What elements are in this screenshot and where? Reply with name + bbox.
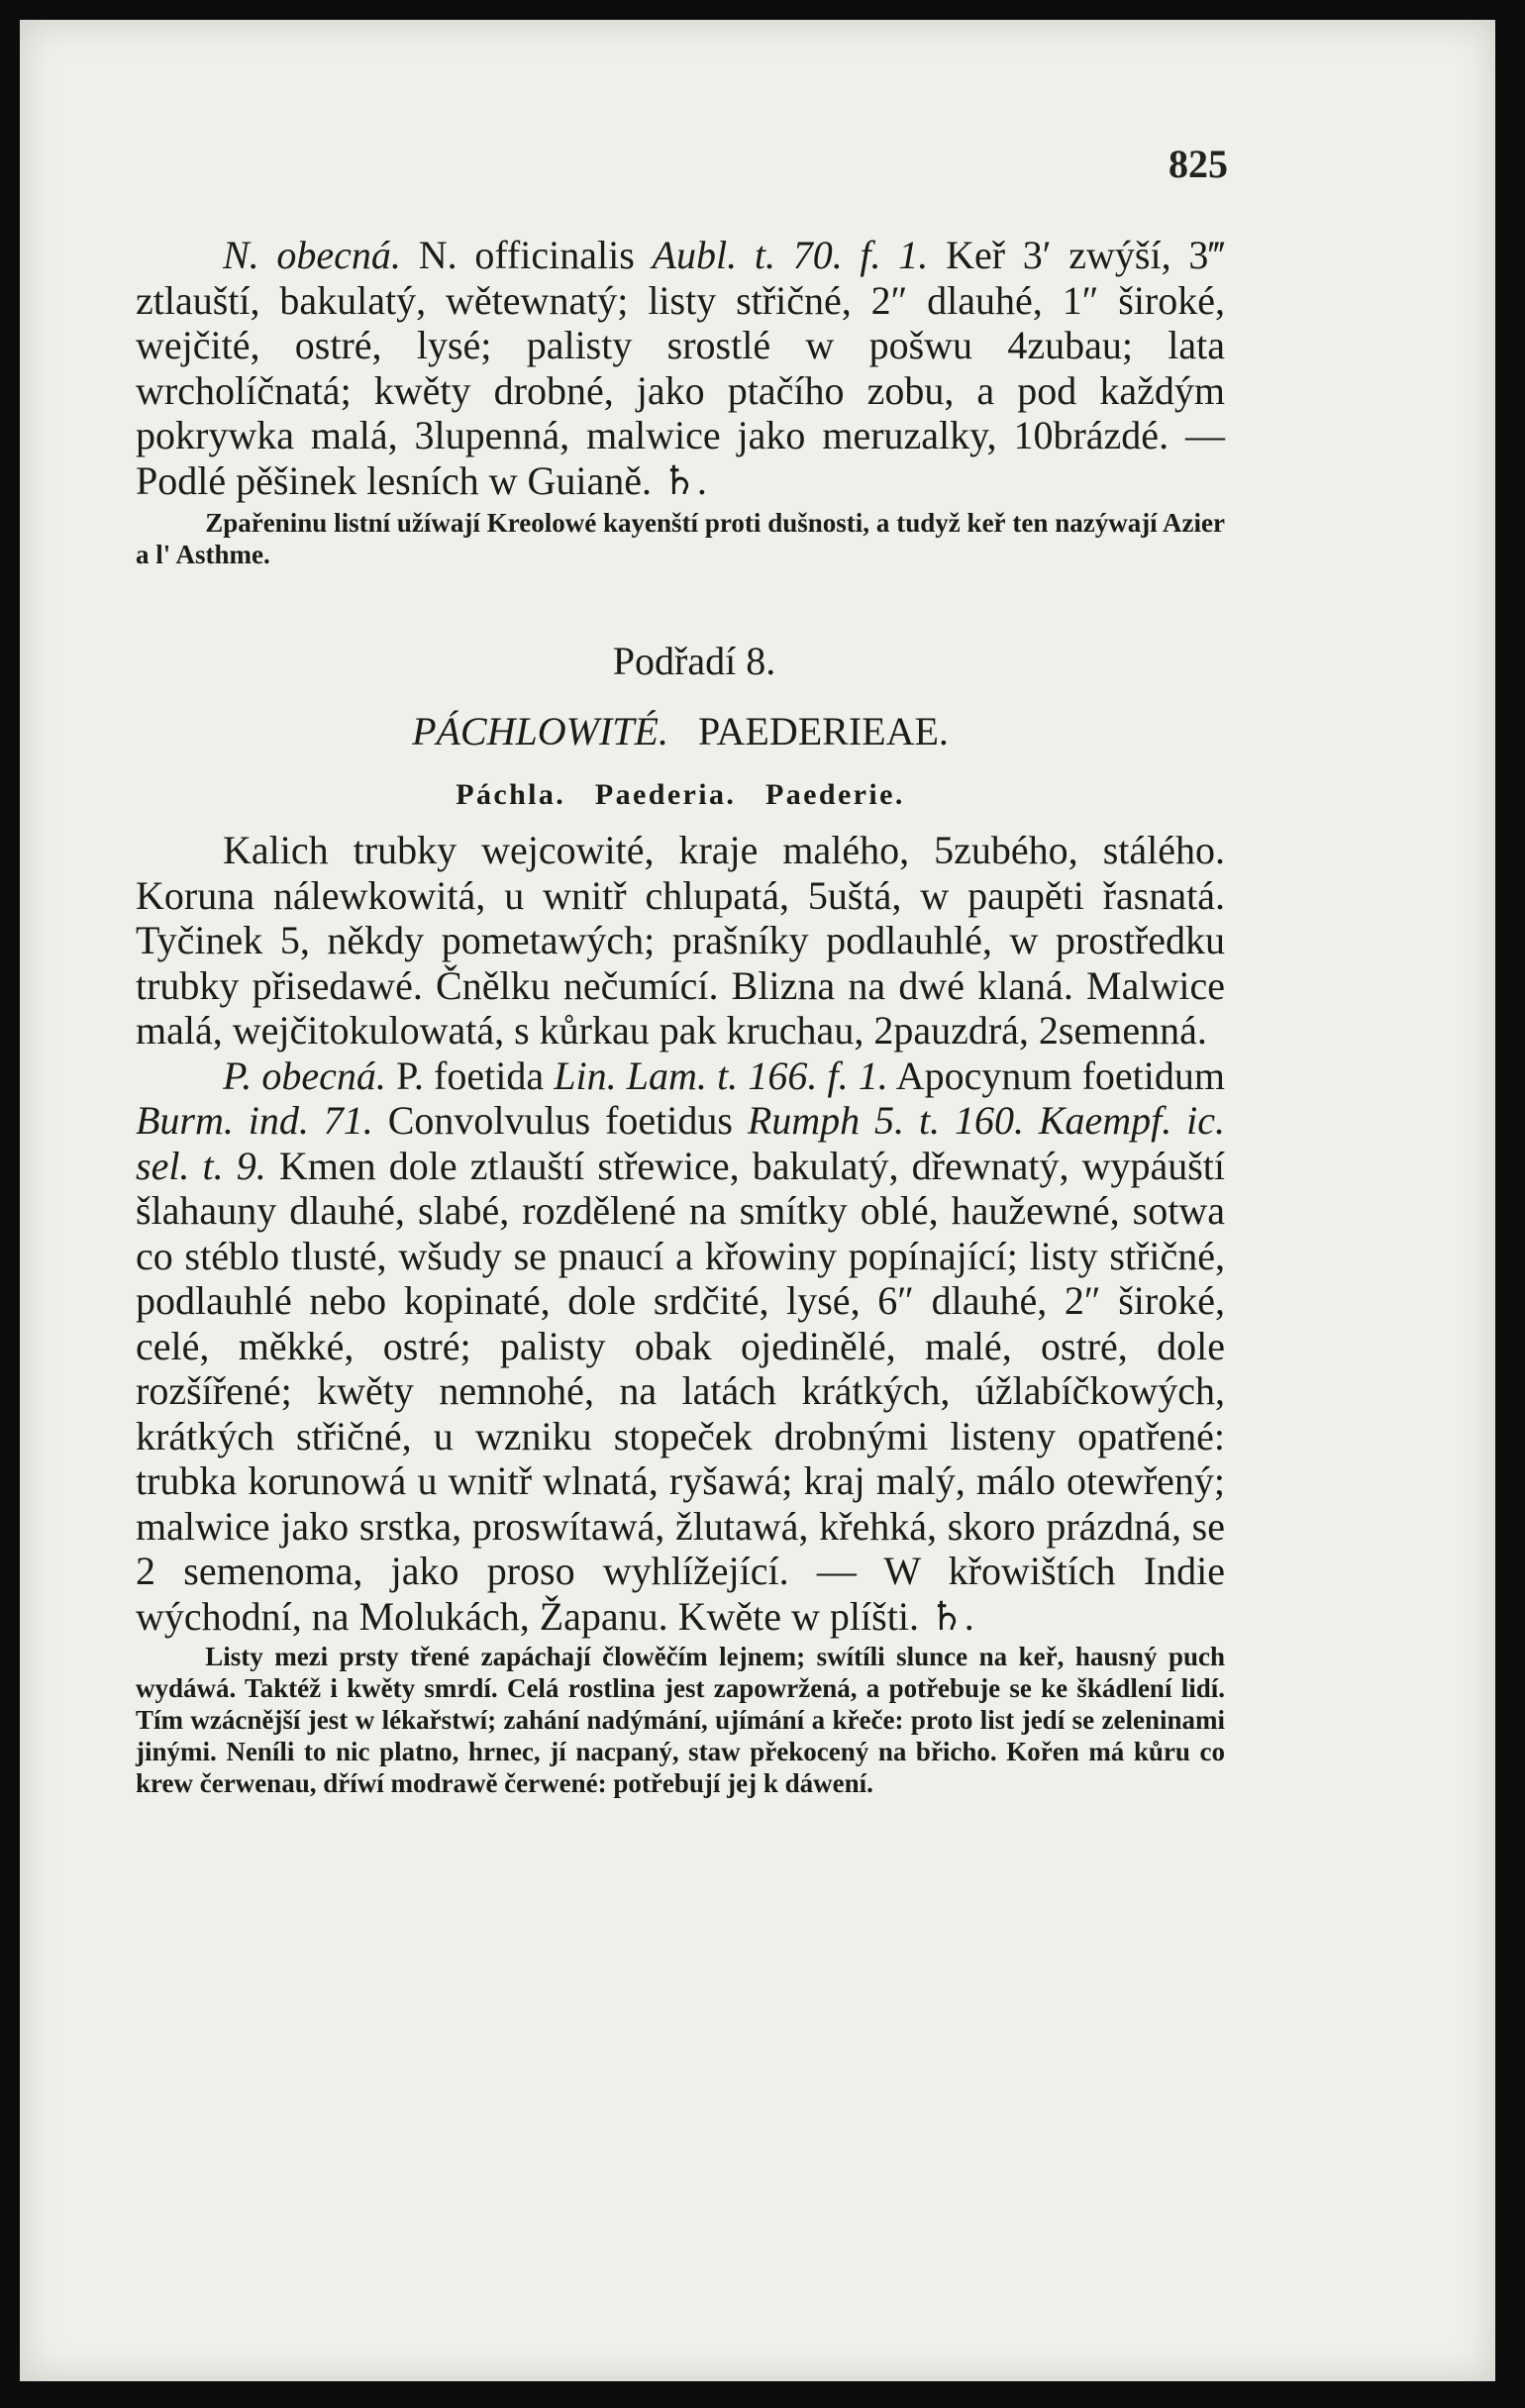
species-name-lat: P. foetida — [396, 1053, 545, 1098]
species-reference: Aubl. t. 70. f. 1. — [652, 233, 929, 277]
genus-description: Kalich trubky wejcowité, kraje malého, 5zubého, stálého. Koruna nálewkowitá, u wnitř chlupatá, 5uštá, w paupěti řasnatá. Tyčinek 5, někdy pometawých; prašníky podlauhlé, w prostředku trubky přisedawé. Čnělku nečumící. Blizna na dwé klaná. Malwice malá, wejčitokulowatá, s kůrkau pak kruchau, 2pauzdrá, 2semenná. — [136, 828, 1225, 1053]
genus-name-lat: Paederia. — [594, 778, 737, 811]
species-note: Listy mezi prsty třené zapáchají člowěčím lejnem; swítíli slunce na keř, hausný puch wydáwá. Taktéž i kwěty smrdí. Celá rostlina jest zapowržená, a potřebuje se ke škádlení lidí. Tím wzácnější jest w lékařstwí; zahání nadýmání, ujímání a křeče: proto list jedí se zeleninami jinými. Neníli to nic platno, hrnec, jí nacpaný, staw překocený na břicho. Kořen má kůru co krew čerwenau, dříwí modrawě čerwené: potřebují jej k dáwení. — [136, 1642, 1225, 1798]
synonym-reference: Burm. ind. 71. — [136, 1098, 373, 1143]
species-name-lat: N. officinalis — [418, 233, 635, 277]
entry-naucleae — [136, 233, 1225, 503]
species-description: Kmen dole ztlauští střewice, bakulatý, dřewnatý, wypáuští šlahauny dlauhé, slabé, rozdělené na smítky oblé, haužewné, sotwa co stéblo tlusté, wšudy se pnaucí a křowiny popínající; listy střičné, podlauhlé nebo kopinaté, dole srdčité, lysé, 6″ dlauhé, 2″ široké, celé, měkké, ostré; palisty obak ojedinělé, malé, ostré, dole rozšířené; kwěty nemnohé, na latách krátkých, úžlabíčkowých, krátkých střičné, u wzniku stopeček drobnými listeny opatřené: trubka korunowá u wnitř wlnatá, ryšawá; kraj malý, málo otewřený; malwice jako srstka, proswítawá, žlutawá, křehká, skoro prázdná, se 2 semenoma, jako proso wyhlížející. — W křowištích Indie wýchodní, na Molukách, Žapanu. Kwěte w plíšti. ♄. — [136, 1143, 1226, 1639]
book-page — [20, 20, 1495, 2381]
family-name-lat: PAEDERIEAE. — [697, 709, 949, 753]
species-description: Keř 3′ zwýší, 3‴ ztlauští, bakulatý, wětewnatý; listy střičné, 2″ dlauhé, 1″ široké, wejčité, ostré, lysé; palisty srostlé w pošwu 4zubau; lata wrcholíčnatá; kwěty drobné, jako ptačího zobu, a pod každým pokrywka malá, 3lupenná, malwice jako meruzalky, 10brázdé. — Podlé pěšinek lesních w Guianě. ♄. — [136, 233, 1226, 503]
genus-name-cz: Páchla. — [456, 778, 566, 811]
species-reference: Lin. Lam. t. 166. f. 1. — [554, 1053, 888, 1098]
synonym: Convolvulus foetidus — [387, 1098, 733, 1143]
synonym: Apocynum foetidum — [895, 1053, 1226, 1098]
page-number: 825 — [1169, 142, 1228, 186]
synonym-reference: Rumph 5. t. 160. Kaempf. ic. sel. t. 9. — [136, 1098, 1226, 1188]
species-note: Zpařeninu listní užíwají Kreolowé kayenští proti dušnosti, a tudyž keř ten nazýwají Azier a l' Asthme. — [136, 508, 1225, 569]
entry-paragraph — [136, 233, 1225, 503]
family-name-cz: PÁCHLOWITÉ. — [412, 709, 668, 753]
page-content — [136, 139, 1225, 1799]
genus-name-fr: Paederie. — [765, 778, 905, 811]
genus-section — [136, 828, 1225, 1639]
family-heading — [136, 708, 1225, 754]
species-name-cz: N. obecná. — [223, 233, 401, 277]
entry-paragraph — [136, 1054, 1225, 1640]
species-name-cz: P. obecná. — [223, 1053, 386, 1098]
subdivision-heading: Podřadí 8. — [612, 639, 776, 683]
genus-heading — [136, 778, 1225, 812]
